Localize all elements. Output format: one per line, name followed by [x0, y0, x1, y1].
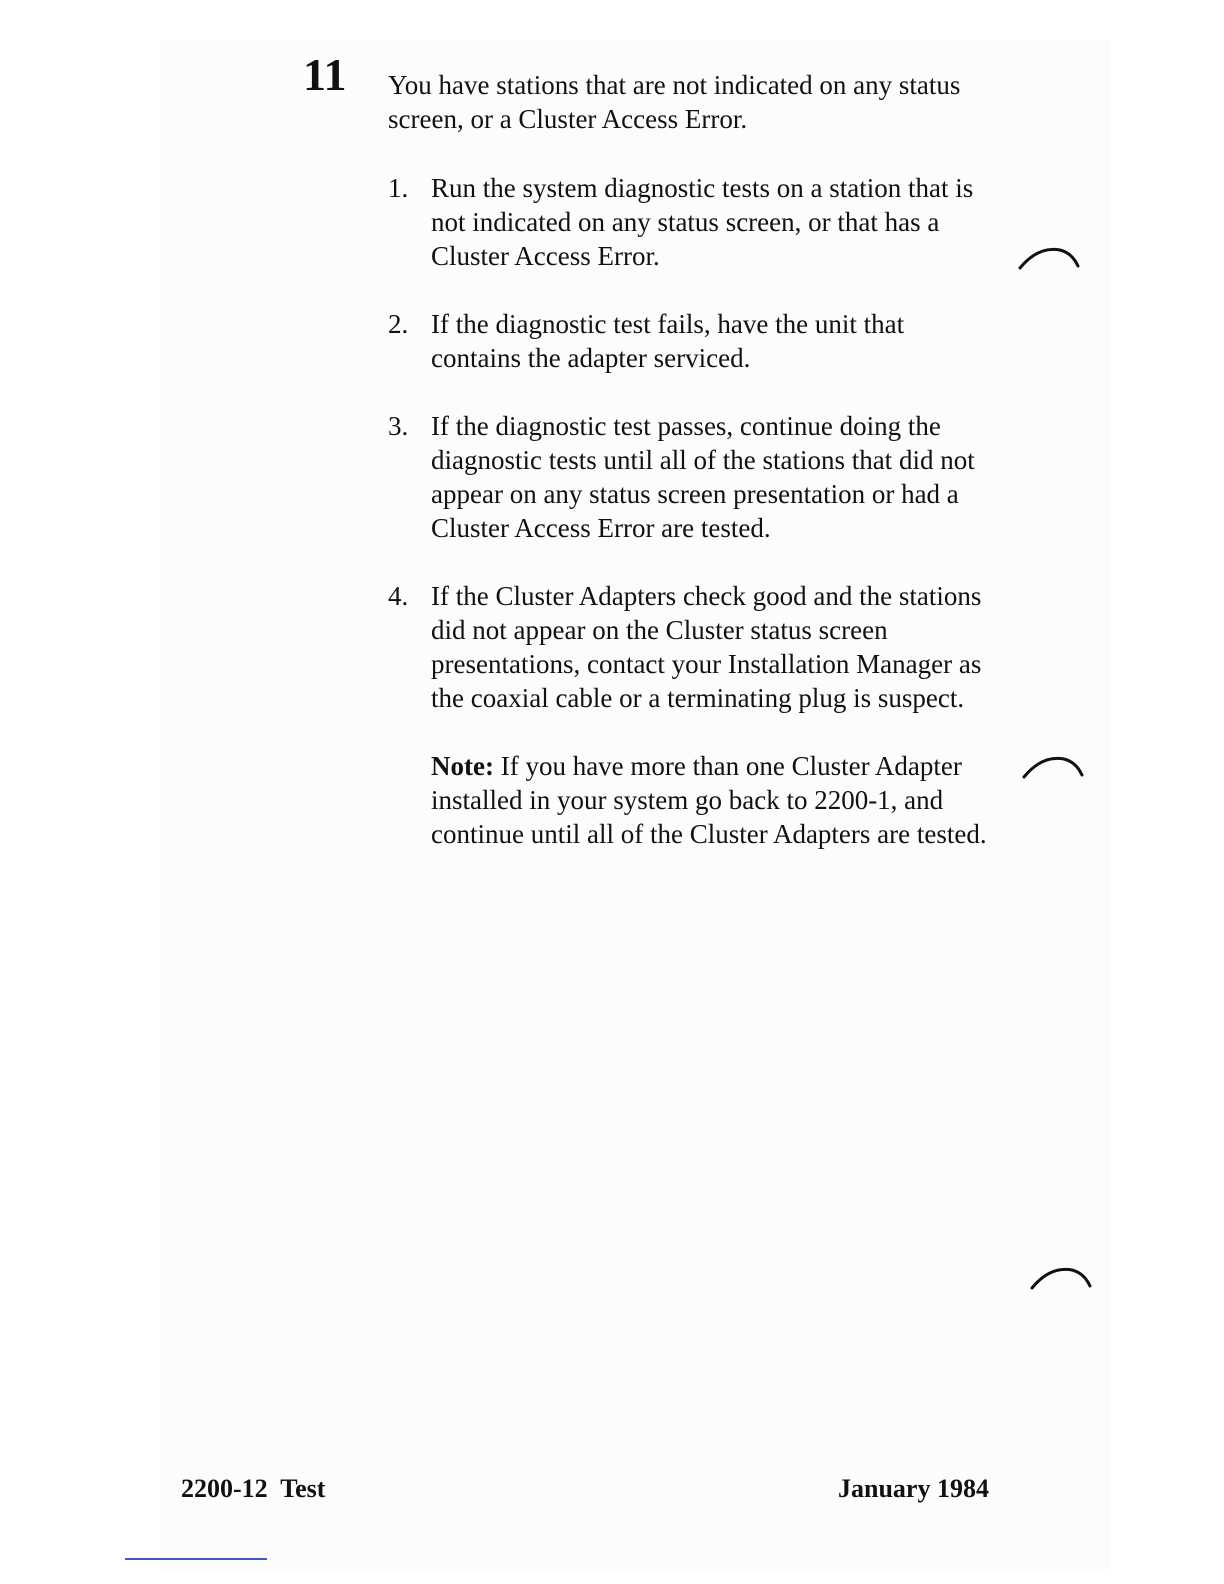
note-paragraph — [431, 749, 998, 851]
list-item — [388, 579, 998, 715]
footer-date: January 1984 — [838, 1474, 989, 1503]
bottom-divider — [125, 1558, 267, 1560]
list-item-number: 1. — [388, 173, 409, 203]
list-item-text: If the Cluster Adapters check good and the stations did not appear on the Cluster status screen presentations, contact your Installation Manager as the coaxial cable or a terminating plug is suspect. — [431, 581, 982, 713]
footer-page-id: 2200-12 Test — [181, 1474, 326, 1503]
note-text: If you have more than one Cluster Adapter installed in your system go back to 2200-1, and continue until all of the Cluster Adapters are tested. — [431, 751, 987, 849]
diagnostic-steps-list — [388, 171, 998, 851]
note-label: Note: — [431, 751, 494, 781]
list-item-text: Run the system diagnostic tests on a station that is not indicated on any status screen, or that has a Cluster Access Error. — [431, 173, 974, 271]
list-item — [388, 307, 998, 375]
list-item-number: 3. — [388, 411, 409, 441]
list-item-number: 4. — [388, 581, 409, 611]
list-item-number: 2. — [388, 309, 409, 339]
list-item-text: If the diagnostic test passes, continue doing the diagnostic tests until all of the stations that did not appear on any status screen presentation or had a Cluster Access Error are tested. — [431, 411, 975, 543]
binder-ring-mark-icon — [1022, 753, 1084, 779]
list-item — [388, 409, 998, 545]
list-item-text: If the diagnostic test fails, have the unit that contains the adapter serviced. — [431, 309, 905, 373]
step-intro: You have stations that are not indicated on any status screen, or a Cluster Access Error. — [388, 70, 961, 134]
step-number: 11 — [303, 49, 347, 100]
binder-ring-mark-icon — [1030, 1264, 1092, 1290]
binder-ring-mark-icon — [1018, 244, 1080, 270]
list-item — [388, 171, 998, 273]
